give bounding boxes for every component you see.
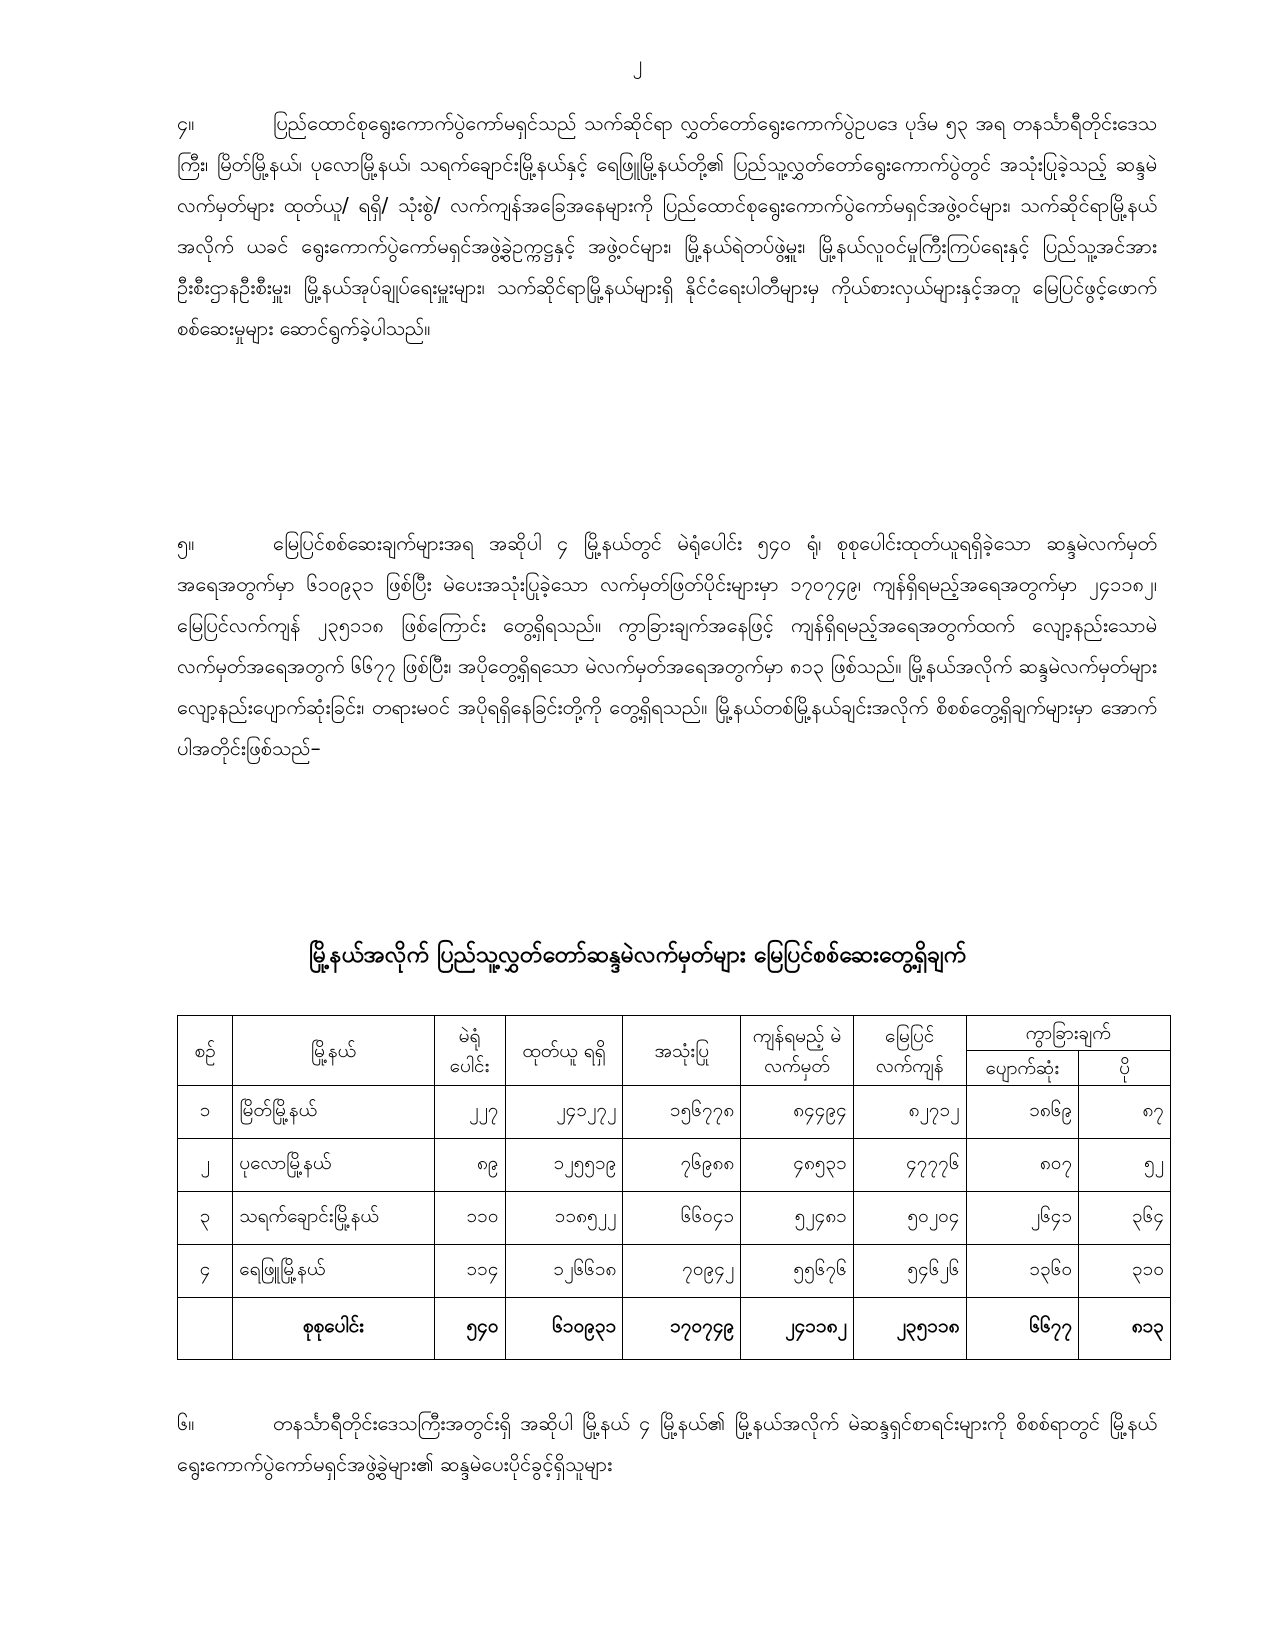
header-missing: ပျောက်ဆုံး <box>966 1051 1079 1086</box>
cell-extra: ၃၁၀ <box>1079 1244 1171 1297</box>
cell-received: ၁၁၈၅၂၂ <box>505 1191 623 1244</box>
total-should-remain: ၂၄၁၁၈၂ <box>741 1297 854 1359</box>
cell-should-remain: ၅၅၆၇၆ <box>741 1244 854 1297</box>
cell-ground-balance: ၅၀၂၀၄ <box>853 1191 966 1244</box>
cell-extra: ၃၆၄ <box>1079 1191 1171 1244</box>
paragraph-6 <box>177 1403 1157 1485</box>
cell-should-remain: ၄၈၅၃၁ <box>741 1138 854 1191</box>
paragraph-text: တနင်္သာရီတိုင်းဒေသကြီးအတွင်းရှိ အဆိုပါ မြို့နယ် ၄ မြို့နယ်၏ မြို့နယ်အလိုက် မဲဆန္ဒရှင်စာရင်းများကို စိစစ်ရာတွင် မြို့နယ်ရွေးကောက်ပွဲကော်မရှင်အဖွဲ့ခွဲများ၏ ဆန္ဒမဲပေးပိုင်ခွင့်ရှိသူများ <box>177 1411 1157 1476</box>
cell-used: ၁၅၆၇၇၈ <box>623 1086 741 1139</box>
cell-no: ၁ <box>178 1086 233 1139</box>
paragraph-5 <box>177 523 1157 769</box>
cell-stations: ၂၂၇ <box>434 1086 505 1139</box>
header-stations: မဲရုံ ပေါင်း <box>434 1016 505 1086</box>
cell-no: ၃ <box>178 1191 233 1244</box>
total-ground-balance: ၂၃၅၁၁၈ <box>853 1297 966 1359</box>
total-label: စုစုပေါင်း <box>233 1297 434 1359</box>
cell-ground-balance: ၈၂၇၁၂ <box>853 1086 966 1139</box>
header-ground-balance: မြေပြင် လက်ကျန် <box>853 1016 966 1086</box>
cell-missing: ၂၆၄၁ <box>966 1191 1079 1244</box>
cell-received: ၁၂၅၅၁၉ <box>505 1138 623 1191</box>
cell-should-remain: ၈၄၄၉၄ <box>741 1086 854 1139</box>
table-title: မြို့နယ်အလိုက် ပြည်သူ့လွှတ်တော်ဆန္ဒမဲလက်မှတ်များ မြေပြင်စစ်ဆေးတွေ့ရှိချက် <box>308 942 967 968</box>
total-used: ၁၇၀၇၄၉ <box>623 1297 741 1359</box>
cell-stations: ၁၁၀ <box>434 1191 505 1244</box>
cell-no: ၄ <box>178 1244 233 1297</box>
paragraph-number: ၄။ <box>177 111 195 135</box>
header-used: အသုံးပြု <box>623 1016 741 1086</box>
total-extra: ၈၁၃ <box>1079 1297 1171 1359</box>
paragraph-number: ၆။ <box>177 1411 195 1435</box>
table-row <box>178 1086 1171 1139</box>
cell-township: ရေဖြူမြို့နယ် <box>233 1244 434 1297</box>
paragraph-text: မြေပြင်စစ်ဆေးချက်များအရ အဆိုပါ ၄ မြို့နယ်တွင် မဲရုံပေါင်း ၅၄၀ ရုံ၊ စုစုပေါင်းထုတ်ယူရရှိခဲ့သော ဆန္ဒမဲလက်မှတ်အရေအတွက်မှာ ၆၁၀၉၃၁ ဖြစ်ပြီး မဲပေးအသုံးပြုခဲ့သော လက်မှတ်ဖြတ်ပိုင်းများမှာ ၁၇၀၇၄၉၊ ကျန်ရှိရမည့်အရေအတွက်မှာ ၂၄၁၁၈၂၊ မြေပြင်လက်ကျန် ၂၃၅၁၁၈ ဖြစ်ကြောင်း တွေ့ရှိရသည်။ ကွာခြားချက်အနေဖြင့် ကျန်ရှိရမည့်အရေအတွက်ထက် လျော့နည်းသောမဲလက်မှတ်အရေအတွက် ၆၆၇၇ ဖြစ်ပြီး၊ အပိုတွေ့ရှိရသော မဲလက်မှတ်အရေအတွက်မှာ ၈၁၃ ဖြစ်သည်။ မြို့နယ်အလိုက် ဆန္ဒမဲလက်မှတ်များ လျော့နည်းပျောက်ဆုံးခြင်း၊ တရားမဝင် အပိုရရှိနေခြင်းတို့ကို တွေ့ရှိရသည်။ မြို့နယ်တစ်မြို့နယ်ချင်းအလိုက် စိစစ်တွေ့ရှိချက်များမှာ အောက်ပါအတိုင်းဖြစ်သည်– <box>177 531 1157 760</box>
header-difference: ကွာခြားချက် <box>966 1016 1171 1051</box>
cell-township: ပုလောမြို့နယ် <box>233 1138 434 1191</box>
total-received: ၆၁၀၉၃၁ <box>505 1297 623 1359</box>
paragraph-number: ၅။ <box>177 531 195 555</box>
header-no: စဉ် <box>178 1016 233 1086</box>
cell-missing: ၁၃၆၀ <box>966 1244 1079 1297</box>
total-stations: ၅၄၀ <box>434 1297 505 1359</box>
paragraph-4 <box>177 103 1157 349</box>
cell-used: ၇၀၉၄၂ <box>623 1244 741 1297</box>
cell-missing: ၁၈၆၉ <box>966 1086 1079 1139</box>
header-extra: ပို <box>1079 1051 1171 1086</box>
cell-stations: ၈၉ <box>434 1138 505 1191</box>
header-township: မြို့နယ် <box>233 1016 434 1086</box>
ballot-inspection-table <box>177 1015 1171 1360</box>
cell-no-empty <box>178 1297 233 1359</box>
cell-received: ၁၂၆၆၁၈ <box>505 1244 623 1297</box>
cell-received: ၂၄၁၂၇၂ <box>505 1086 623 1139</box>
header-received: ထုတ်ယူ ရရှိ <box>505 1016 623 1086</box>
table-row <box>178 1191 1171 1244</box>
cell-extra: ၅၂ <box>1079 1138 1171 1191</box>
paragraph-text: ပြည်ထောင်စုရွေးကောက်ပွဲကော်မရှင်သည် သက်ဆိုင်ရာ လွှတ်တော်ရွေးကောက်ပွဲဥပဒေ ပုဒ်မ ၅၃ အရ တနင်္သာရီတိုင်းဒေသကြီး၊ မြိတ်မြို့နယ်၊ ပုလောမြို့နယ်၊ သရက်ချောင်းမြို့နယ်နှင့် ရေဖြူမြို့နယ်တို့၏ ပြည်သူ့လွှတ်တော်ရွေးကောက်ပွဲတွင် အသုံးပြုခဲ့သည့် ဆန္ဒမဲလက်မှတ်များ ထုတ်ယူ/ ရရှိ/ သုံးစွဲ/ လက်ကျန်အခြေအနေများကို ပြည်ထောင်စုရွေးကောက်ပွဲကော်မရှင်အဖွဲ့ဝင်များ၊ သက်ဆိုင်ရာမြို့နယ်အလိုက် ယခင် ရွေးကောက်ပွဲကော်မရှင်အဖွဲ့ခွဲဥက္ကဋ္ဌနှင့် အဖွဲ့ဝင်များ၊ မြို့နယ်ရဲတပ်ဖွဲ့မှူး၊ မြို့နယ်လူဝင်မှုကြီးကြပ်ရေးနှင့် ပြည်သူ့အင်အားဦးစီးဌာနဦးစီးမှူး၊ မြို့နယ်အုပ်ချုပ်ရေးမှူးများ၊ သက်ဆိုင်ရာမြို့နယ်များရှိ နိုင်ငံရေးပါတီများမှ ကိုယ်စားလှယ်များနှင့်အတူ မြေပြင်ဖွင့်ဖောက်စစ်ဆေးမှုများ ဆောင်ရွက်ခဲ့ပါသည်။ <box>177 111 1157 340</box>
cell-should-remain: ၅၂၄၈၁ <box>741 1191 854 1244</box>
cell-stations: ၁၁၄ <box>434 1244 505 1297</box>
table-row <box>178 1244 1171 1297</box>
page-number: ၂ <box>632 51 643 75</box>
total-row <box>178 1297 1171 1359</box>
cell-used: ၇၆၉၈၈ <box>623 1138 741 1191</box>
cell-ground-balance: ၅၄၆၂၆ <box>853 1244 966 1297</box>
cell-no: ၂ <box>178 1138 233 1191</box>
cell-missing: ၈၀၇ <box>966 1138 1079 1191</box>
header-should-remain: ကျန်ရမည့် မဲလက်မှတ် <box>741 1016 854 1086</box>
cell-used: ၆၆၀၄၁ <box>623 1191 741 1244</box>
cell-extra: ၈၇ <box>1079 1086 1171 1139</box>
cell-township: မြိတ်မြို့နယ် <box>233 1086 434 1139</box>
total-missing: ၆၆၇၇ <box>966 1297 1079 1359</box>
cell-ground-balance: ၄၇၇၇၆ <box>853 1138 966 1191</box>
table-row <box>178 1138 1171 1191</box>
cell-township: သရက်ချောင်းမြို့နယ် <box>233 1191 434 1244</box>
table-header-row <box>178 1016 1171 1051</box>
